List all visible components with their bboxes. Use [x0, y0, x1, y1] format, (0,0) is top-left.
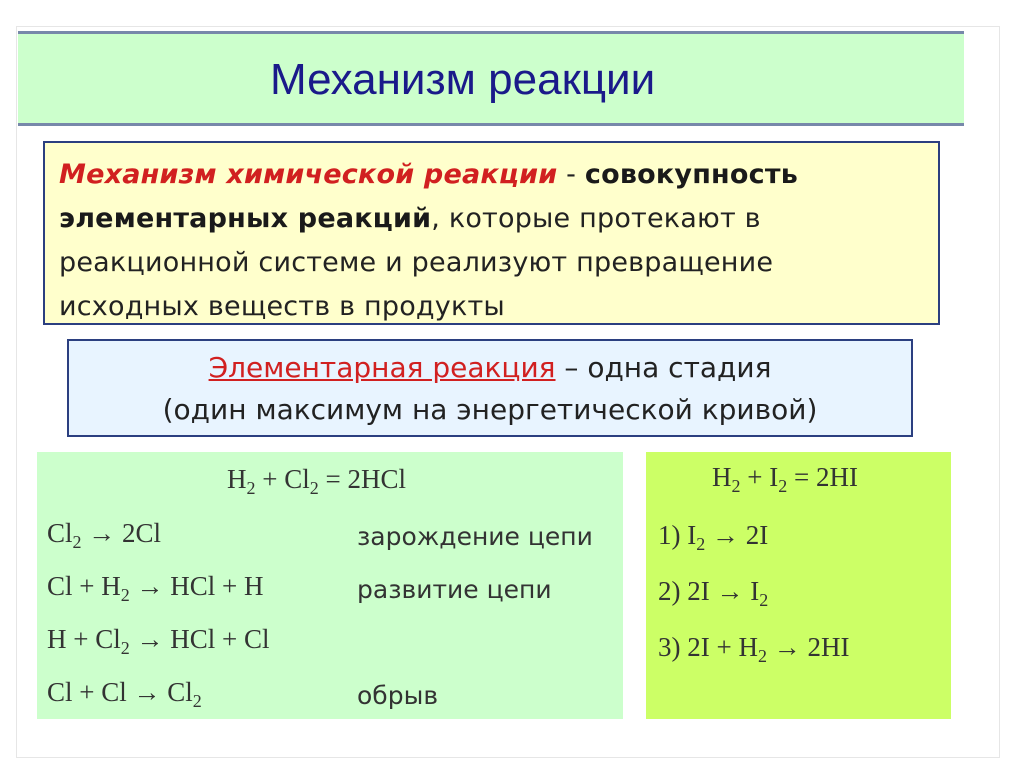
- hcl-step-4-note: обрыв: [357, 681, 439, 710]
- definition-line-4: исходных веществ в продукты: [59, 291, 505, 322]
- definition-bold-2: элементарных реакций: [59, 203, 432, 234]
- hcl-step-2-note: развитие цепи: [357, 575, 552, 604]
- elementary-term: Элементарная реакция: [208, 351, 556, 384]
- hcl-step-4-equation: $Cl + Cl \to Cl_2$: [47, 677, 202, 711]
- hi-step-3-equation: 3) $2I + H_2 \to 2HI$: [658, 632, 850, 666]
- hcl-step-2-equation: $Cl + H_2$ → HCl + H: [47, 571, 264, 605]
- hcl-step-1-note: зарождение цепи: [357, 522, 593, 551]
- hi-overall-equation: $H_2 + I_2 = 2HI$: [712, 462, 858, 496]
- hcl-step-1-equation: $Cl_2 \to 2Cl$: [47, 518, 162, 552]
- hi-reaction-box: [646, 452, 951, 719]
- hi-step-2-equation: 2) $2I \to I_2$: [658, 576, 769, 610]
- definition-term: Механизм химической реакции: [59, 159, 558, 190]
- title-banner: [18, 31, 964, 126]
- definition-bold-1: совокупность: [584, 159, 798, 190]
- definition-line-3: реакционной системе и реализуют превращение: [59, 247, 774, 278]
- hcl-overall-equation: $H_2 + Cl_2 = 2HCl$: [227, 464, 406, 498]
- definition-text: [59, 153, 924, 329]
- definition-dash: -: [557, 159, 585, 190]
- hcl-step-3-equation: $H + Cl_2$ → HCl + Cl: [47, 624, 270, 658]
- definition-box: [43, 141, 940, 325]
- definition-rest-1: , которые протекают в: [431, 203, 761, 234]
- hi-step-1-equation: 1) $I_2 \to 2I$: [658, 520, 769, 554]
- elementary-line-1: [69, 347, 911, 389]
- hcl-chain-box: [37, 452, 623, 719]
- elementary-line-2: (один максимум на энергетической кривой): [162, 393, 818, 426]
- elementary-rest: – одна стадия: [555, 351, 772, 384]
- slide-title: Механизм реакции: [270, 55, 656, 104]
- elementary-reaction-box: [67, 339, 913, 437]
